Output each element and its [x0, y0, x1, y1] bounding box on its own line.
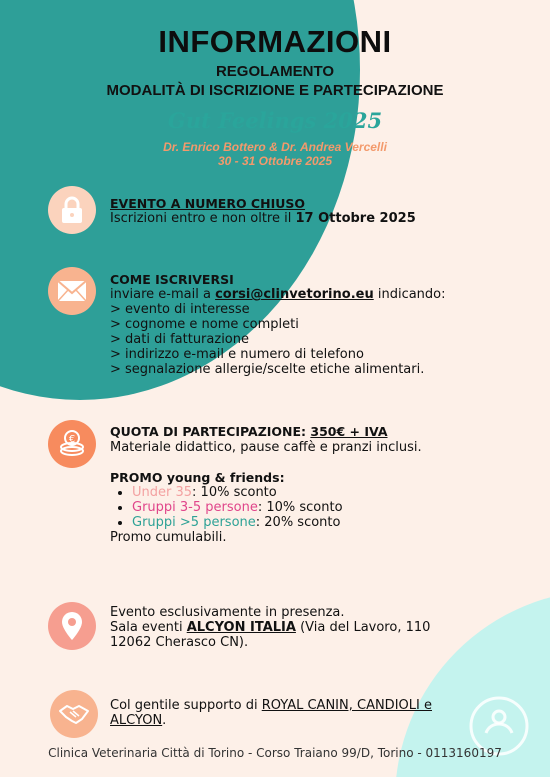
section-signup — [110, 272, 446, 377]
deadline: 17 Ottobre 2025 — [295, 211, 416, 226]
event-dates: 30 - 31 Ottobre 2025 — [217, 154, 333, 168]
location-line3: 12062 Cherasco CN). — [110, 635, 249, 650]
signup-item: > dati di fatturazione — [110, 332, 249, 347]
signup-text: inviare e-mail a corsi@clinvetorino.eu indicando: — [110, 287, 446, 302]
sponsor-alcyon: ALCYON — [110, 713, 163, 728]
promo-item: • Under 35: 10% sconto — [132, 485, 422, 500]
signup-heading: COME ISCRIVERSI — [110, 272, 234, 287]
fee-heading: QUOTA DI PARTECIPAZIONE: 350€ + IVA — [110, 424, 388, 439]
promo-item: • Gruppi 3-5 persone: 10% sconto — [132, 500, 422, 515]
location-line1: Evento esclusivamente in presenza. — [110, 605, 345, 620]
handshake-icon — [50, 690, 98, 738]
promo-list — [110, 485, 422, 530]
page-title: INFORMAZIONI — [158, 24, 392, 59]
closed-text: Iscrizioni entro e non oltre il 17 Ottobre 2025 — [110, 211, 416, 226]
location-pin-icon — [48, 602, 96, 650]
signup-item: > cognome e nome completi — [110, 317, 299, 332]
euro-coins-icon — [48, 420, 96, 468]
header — [0, 24, 550, 168]
section-fee — [110, 424, 422, 545]
fee-price: 350€ + IVA — [310, 424, 388, 439]
section-support — [110, 698, 432, 728]
promo-note: Promo cumulabili. — [110, 530, 227, 545]
signup-item: > segnalazione allergie/scelte etiche alimentari. — [110, 362, 425, 377]
closed-heading: EVENTO A NUMERO CHIUSO — [110, 196, 306, 211]
doctors: Dr. Enrico Bottero & Dr. Andrea Vercelli — [163, 140, 387, 154]
event-name: Gut Feelings 2025 — [167, 108, 383, 133]
signup-item: > indirizzo e-mail e numero di telefono — [110, 347, 364, 362]
promo-heading: PROMO young & friends: — [110, 470, 285, 485]
location-line2: Sala eventi ALCYON ITALIA (Via del Lavoro, 110 — [110, 620, 431, 635]
footer: Clinica Veterinaria Città di Torino - Corso Traiano 99/D, Torino - 0113160197 — [48, 746, 502, 760]
spacer — [110, 455, 422, 470]
envelope-icon — [48, 267, 96, 315]
svg-text:€: € — [68, 434, 76, 445]
promo-item: • Gruppi >5 persone: 20% sconto — [132, 515, 422, 530]
signup-item: > evento di interesse — [110, 302, 250, 317]
section-location — [110, 605, 430, 650]
lock-icon — [48, 186, 96, 234]
subtitle-modalita: MODALITÀ DI ISCRIZIONE E PARTECIPAZIONE — [106, 82, 444, 99]
venue-name: ALCYON ITALIA — [186, 620, 296, 635]
section-closed — [110, 196, 416, 226]
email-link[interactable]: corsi@clinvetorino.eu — [215, 287, 374, 302]
subtitle-regolamento: REGOLAMENTO — [215, 63, 335, 80]
sponsors: ROYAL CANIN, CANDIOLI e — [261, 698, 432, 713]
support-line2: ALCYON. — [110, 713, 167, 728]
support-line1: Col gentile supporto di ROYAL CANIN, CANDIOLI e — [110, 698, 432, 713]
fee-included: Materiale didattico, pause caffè e pranzi inclusi. — [110, 440, 422, 455]
